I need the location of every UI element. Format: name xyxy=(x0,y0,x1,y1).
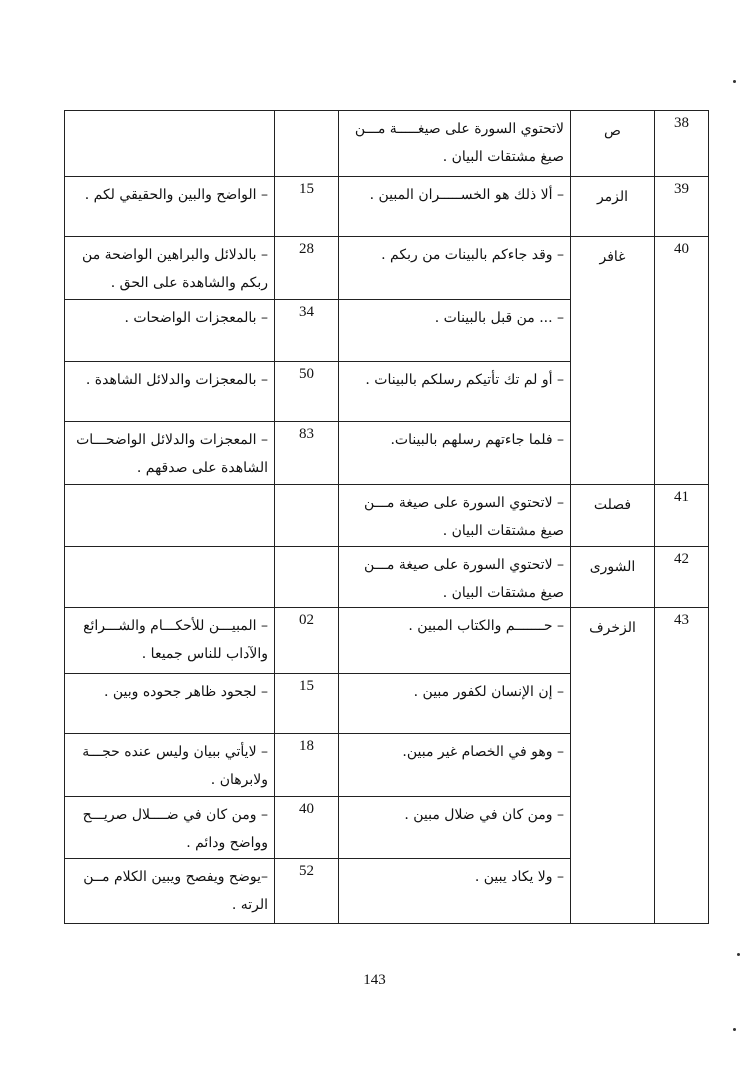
meaning-text: – بالدلائل والبراهين الواضحة من ربكم والشاهدة على الحق . xyxy=(65,237,275,300)
meaning-text: – الواضح والبين والحقيقي لكم . xyxy=(65,177,275,237)
meaning-text: – المبيـــن للأحكـــام والشـــرائع والآداب للناس جميعا . xyxy=(65,608,275,674)
meaning-text: – لايأتي ببيان وليس عنده حجـــة ولابرهان . xyxy=(65,734,275,797)
scan-speck xyxy=(733,1028,736,1031)
scan-speck xyxy=(737,953,740,956)
meaning-text: – المعجزات والدلائل الواضحـــات الشاهدة على صدقهم . xyxy=(65,422,275,485)
verse-text: – وهو في الخصام غير مبين. xyxy=(339,734,571,797)
verse-text: – لاتحتوي السورة على صيغة مـــن صيغ مشتقات البيان . xyxy=(339,547,571,608)
verse-text: – ومن كان في ضلال مبين . xyxy=(339,797,571,859)
verse-number: 02 xyxy=(275,608,339,674)
table-row xyxy=(65,608,709,674)
surah-number: 39 xyxy=(655,177,709,237)
meaning-text: – ومن كان في ضــــلال صريـــح وواضح ودائم . xyxy=(65,797,275,859)
meaning-text: – لجحود ظاهر جحوده وبين . xyxy=(65,674,275,734)
verse-number: 83 xyxy=(275,422,339,485)
verse-number: 40 xyxy=(275,797,339,859)
verse-number: 52 xyxy=(275,859,339,924)
surah-number: 38 xyxy=(655,111,709,177)
verse-number: 34 xyxy=(275,300,339,362)
verse-text: – إن الإنسان لكفور مبين . xyxy=(339,674,571,734)
verse-text: – وقد جاءكم بالبينات من ربكم . xyxy=(339,237,571,300)
surah-name: ص xyxy=(571,111,655,177)
verse-text: لاتحتوي السورة على صيغـــــة مـــن صيغ مشتقات البيان . xyxy=(339,111,571,177)
verse-number: 50 xyxy=(275,362,339,422)
verse-text: – فلما جاءتهم رسلهم بالبينات. xyxy=(339,422,571,485)
table-row xyxy=(65,111,709,177)
table-row xyxy=(65,237,709,300)
verse-number xyxy=(275,547,339,608)
surah-name: غافر xyxy=(571,237,655,485)
verse-number: 18 xyxy=(275,734,339,797)
meaning-text: – بالمعجزات الواضحات . xyxy=(65,300,275,362)
verse-text: – حـــــــم والكتاب المبين . xyxy=(339,608,571,674)
surah-number: 40 xyxy=(655,237,709,485)
verse-text: – أو لم تك تأتيكم رسلكم بالبينات . xyxy=(339,362,571,422)
scan-speck xyxy=(733,80,736,83)
surah-name: فصلت xyxy=(571,485,655,547)
table-row xyxy=(65,177,709,237)
verse-text: – ولا يكاد يبين . xyxy=(339,859,571,924)
surah-number: 42 xyxy=(655,547,709,608)
table-row xyxy=(65,547,709,608)
surah-number: 41 xyxy=(655,485,709,547)
page-number: 143 xyxy=(363,972,386,988)
meaning-text: – بالمعجزات والدلائل الشاهدة . xyxy=(65,362,275,422)
verse-text: – ... من قبل بالبينات . xyxy=(339,300,571,362)
verse-number: 28 xyxy=(275,237,339,300)
meaning-text xyxy=(65,111,275,177)
surah-number: 43 xyxy=(655,608,709,924)
verse-number: 15 xyxy=(275,177,339,237)
meaning-text: –يوضح ويفصح ويبين الكلام مــن الرته . xyxy=(65,859,275,924)
surah-name: الزمر xyxy=(571,177,655,237)
verse-number: 15 xyxy=(275,674,339,734)
verse-number xyxy=(275,111,339,177)
surah-name: الزخرف xyxy=(571,608,655,924)
verse-number xyxy=(275,485,339,547)
verse-text: – لاتحتوي السورة على صيغة مـــن صيغ مشتقات البيان . xyxy=(339,485,571,547)
surah-name: الشورى xyxy=(571,547,655,608)
verse-text: – ألا ذلك هو الخســـــران المبين . xyxy=(339,177,571,237)
meaning-text xyxy=(65,547,275,608)
tafsir-table xyxy=(64,110,709,924)
meaning-text xyxy=(65,485,275,547)
table-row xyxy=(65,485,709,547)
